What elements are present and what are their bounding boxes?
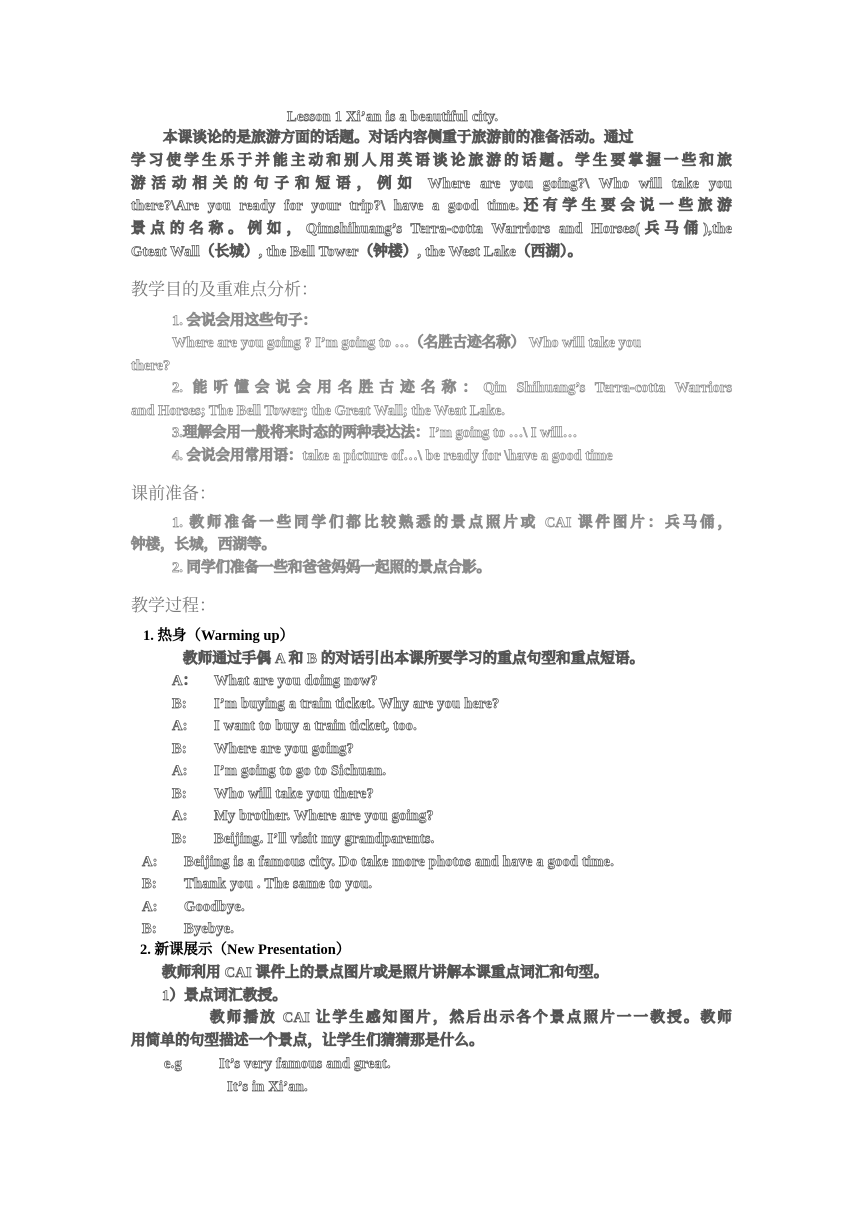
dialogue-line — [172, 784, 374, 804]
intro-line-6: Gteat Wall（长城）, the Bell Tower（钟楼）, the West Lake（西湖）。 — [131, 244, 583, 260]
heading-procedure: 教学过程： — [131, 596, 216, 616]
dialogue-text: Beijing is a famous city. Do take more photos and have a good time. — [184, 854, 615, 870]
dialogue-speaker: A: — [172, 808, 188, 824]
dialogue-line — [172, 671, 378, 691]
step2-title: 2. 新课展示（New Presentation） — [140, 942, 351, 958]
dialogue-line — [172, 761, 386, 781]
step2-paragraph-2: 用简单的句型描述一个景点，让学生们猜猜那是什么。 — [131, 1033, 484, 1049]
dialogue-speaker: A: — [172, 718, 188, 734]
step1-desc: 教师通过手偶 A 和 B 的对话引出本课所要学习的重点句型和重点短语。 — [183, 651, 645, 667]
dialogue-speaker: A： — [172, 673, 198, 689]
dialogue-text: Where are you going? — [214, 741, 355, 757]
step2-desc: 教师利用 CAI 课件上的景点图片或是照片讲解本课重点词汇和句型。 — [162, 965, 609, 981]
dialogue-text: What are you doing now? — [214, 673, 378, 689]
lesson-title: Lesson 1 Xi’an is a beautiful city. — [287, 109, 499, 125]
dialogue-line — [172, 694, 500, 714]
dialogue-line — [142, 897, 245, 917]
dialogue-text: Who will take you there? — [214, 786, 375, 802]
dialogue-speaker: A: — [172, 763, 188, 779]
dialogue-speaker: B: — [172, 831, 187, 847]
heading-objectives: 教学目的及重难点分析： — [131, 280, 318, 300]
example-line-2: It’s in Xi’an. — [227, 1079, 308, 1095]
dialogue-line — [142, 874, 372, 894]
dialogue-speaker: B: — [172, 696, 187, 712]
dialogue-text: Goodbye. — [184, 899, 245, 915]
dialogue-text: I want to buy a train ticket, too. — [214, 718, 417, 734]
preparation-line-2: 钟楼，长城，西湖等。 — [131, 537, 276, 553]
intro-line-5: 景点的名称。例如，Qimshihuang’s Terra-cotta Warriors and Horses(兵马俑),the — [131, 221, 732, 237]
heading-preparation: 课前准备： — [131, 484, 216, 504]
dialogue-speaker: B: — [142, 876, 157, 892]
dialogue-speaker: B: — [172, 741, 187, 757]
preparation-line-1: 1. 教师准备一些同学们都比较熟悉的景点照片或 CAI 课件图片：兵马俑， — [172, 515, 732, 531]
dialogue-line — [142, 919, 234, 939]
intro-line-2: 学习使学生乐于并能主动和别人用英语谈论旅游的话题。学生要掌握一些和旅 — [131, 153, 732, 169]
dialogue-text: Byebye. — [184, 921, 235, 937]
dialogue-speaker: A: — [142, 899, 158, 915]
dialogue-line — [172, 829, 434, 849]
dialogue-line — [172, 739, 354, 759]
objective-line-5: and Horses; The Bell Tower; the Great Wall; the Weat Lake. — [131, 403, 505, 419]
objective-line-7: 4. 会说会用常用语：take a picture of…\ be ready for \have a good time — [172, 448, 613, 464]
dialogue-line — [142, 852, 614, 872]
objective-line-4: 2. 能听懂会说会用名胜古迹名称：Qin Shihuang’s Terra-cotta Warriors — [172, 380, 732, 396]
example-line-1: It’s very famous and great. — [219, 1056, 391, 1072]
step2-paragraph-1: 教师播放 CAI 让学生感知图片，然后出示各个景点照片一一教授。教师 — [210, 1010, 732, 1026]
dialogue-speaker: B: — [142, 921, 157, 937]
step1-title: 1. 热身（Warming up） — [143, 628, 295, 644]
dialogue-speaker: B: — [172, 786, 187, 802]
dialogue-text: I’m buying a train ticket. Why are you here? — [214, 696, 500, 712]
intro-line-3: 游活动相关的句子和短语，例如 Where are you going?\ Who will take you — [131, 176, 732, 192]
dialogue-line — [172, 806, 434, 826]
objective-line-3: there? — [131, 358, 171, 374]
dialogue-line — [172, 716, 417, 736]
example-label: e.g — [164, 1056, 182, 1072]
preparation-line-3: 2. 同学们准备一些和爸爸妈妈一起照的景点合影。 — [172, 560, 491, 576]
dialogue-speaker: A: — [142, 854, 158, 870]
dialogue-text: Beijing. I’ll visit my grandparents. — [214, 831, 435, 847]
intro-line-4: there?\Are you ready for your trip?\ have a good time.还有学生要会说一些旅游 — [131, 198, 732, 214]
objective-line-6: 3.理解会用一般将来时态的两种表达法：I’m going to …\ I will… — [172, 425, 578, 441]
objective-line-2: Where are you going ? I’m going to …（名胜古迹名称） Who will take you — [172, 335, 642, 351]
dialogue-text: My brother. Where are you going? — [214, 808, 434, 824]
step2-sub: 1）景点词汇教授。 — [162, 988, 288, 1004]
dialogue-text: Thank you . The same to you. — [184, 876, 373, 892]
objective-line-1: 1. 会说会用这些句子： — [172, 313, 317, 329]
intro-line-1: 本课谈论的是旅游方面的话题。对话内容侧重于旅游前的准备活动。通过 — [163, 130, 634, 146]
dialogue-text: I’m going to go to Sichuan. — [214, 763, 387, 779]
